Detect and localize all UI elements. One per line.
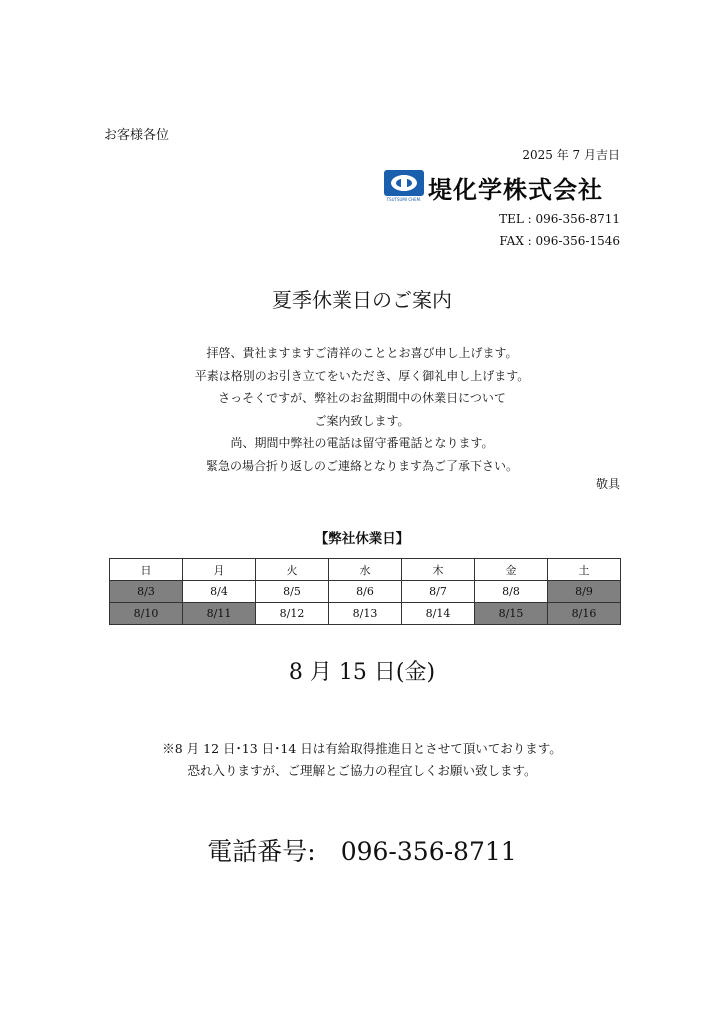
body-text (0, 342, 724, 477)
calendar-day-cell: 8/8 (475, 581, 548, 603)
calendar-day-cell: 8/14 (402, 603, 475, 625)
closing-word: 敬具 (595, 477, 620, 491)
closed-date-highlight: 8 月 15 日(金) (288, 660, 436, 685)
calendar-day-cell: 8/3 (110, 581, 183, 603)
phone-number: 電話番号: 096-356-8711 (207, 837, 517, 866)
weekday-header: 日 (110, 559, 183, 581)
note-text (0, 738, 724, 782)
body-line: 拝啓、貴社ますますご清祥のこととお喜び申し上げます。 (206, 346, 518, 360)
calendar-header-row (110, 559, 621, 581)
holiday-calendar (109, 558, 621, 625)
weekday-header: 木 (402, 559, 475, 581)
body-line: 緊急の場合折り返しのご連絡となります為ご了承下さい。 (205, 458, 518, 473)
calendar-day-cell: 8/5 (256, 581, 329, 603)
calendar-day-cell: 8/9 (548, 581, 621, 603)
calendar-day-cell: 8/12 (256, 603, 329, 625)
company-logo-mark-icon (384, 170, 424, 202)
calendar-week-row (110, 581, 621, 603)
weekday-header: 火 (256, 559, 329, 581)
company-tel: TEL : 096-356-8711 (499, 212, 620, 226)
weekday-header: 金 (475, 559, 548, 581)
body-line: 平素は格別のお引き立てをいただき、厚く御礼申し上げます。 (194, 368, 530, 383)
calendar-day-cell: 8/15 (475, 603, 548, 625)
issue-date: 2025 年 7 月吉日 (522, 148, 620, 162)
addressee: お客様各位 (104, 128, 170, 143)
calendar-day-cell: 8/16 (548, 603, 621, 625)
logo-caption: TSUTSUMI CHEM. (386, 197, 422, 202)
body-line: さっそくですが、弊社のお盆期間中の休業日について (218, 391, 506, 405)
weekday-header: 月 (183, 559, 256, 581)
company-logo (384, 169, 618, 203)
weekday-header: 土 (548, 559, 621, 581)
calendar-day-cell: 8/6 (329, 581, 402, 603)
calendar-day-cell: 8/10 (110, 603, 183, 625)
company-name: 堤化学株式会社 (428, 176, 603, 204)
body-line: ご案内致します。 (314, 413, 410, 428)
calendar-day-cell: 8/13 (329, 603, 402, 625)
calendar-week-row (110, 603, 621, 625)
calendar-day-cell: 8/7 (402, 581, 475, 603)
document-title: 夏季休業日のご案内 (272, 288, 452, 312)
note-line: ※8 月 12 日･13 日･14 日は有給取得推進日とさせて頂いております。 (162, 741, 562, 756)
calendar-day-cell: 8/4 (183, 581, 256, 603)
note-line: 恐れ入りますが、ご理解とご協力の程宜しくお願い致します。 (187, 763, 537, 778)
body-line: 尚、期間中弊社の電話は留守番電話となります。 (230, 436, 494, 450)
weekday-header: 水 (329, 559, 402, 581)
calendar-day-cell: 8/11 (183, 603, 256, 625)
holiday-heading: 【弊社休業日】 (314, 531, 410, 547)
company-fax: FAX : 096-356-1546 (499, 234, 620, 248)
